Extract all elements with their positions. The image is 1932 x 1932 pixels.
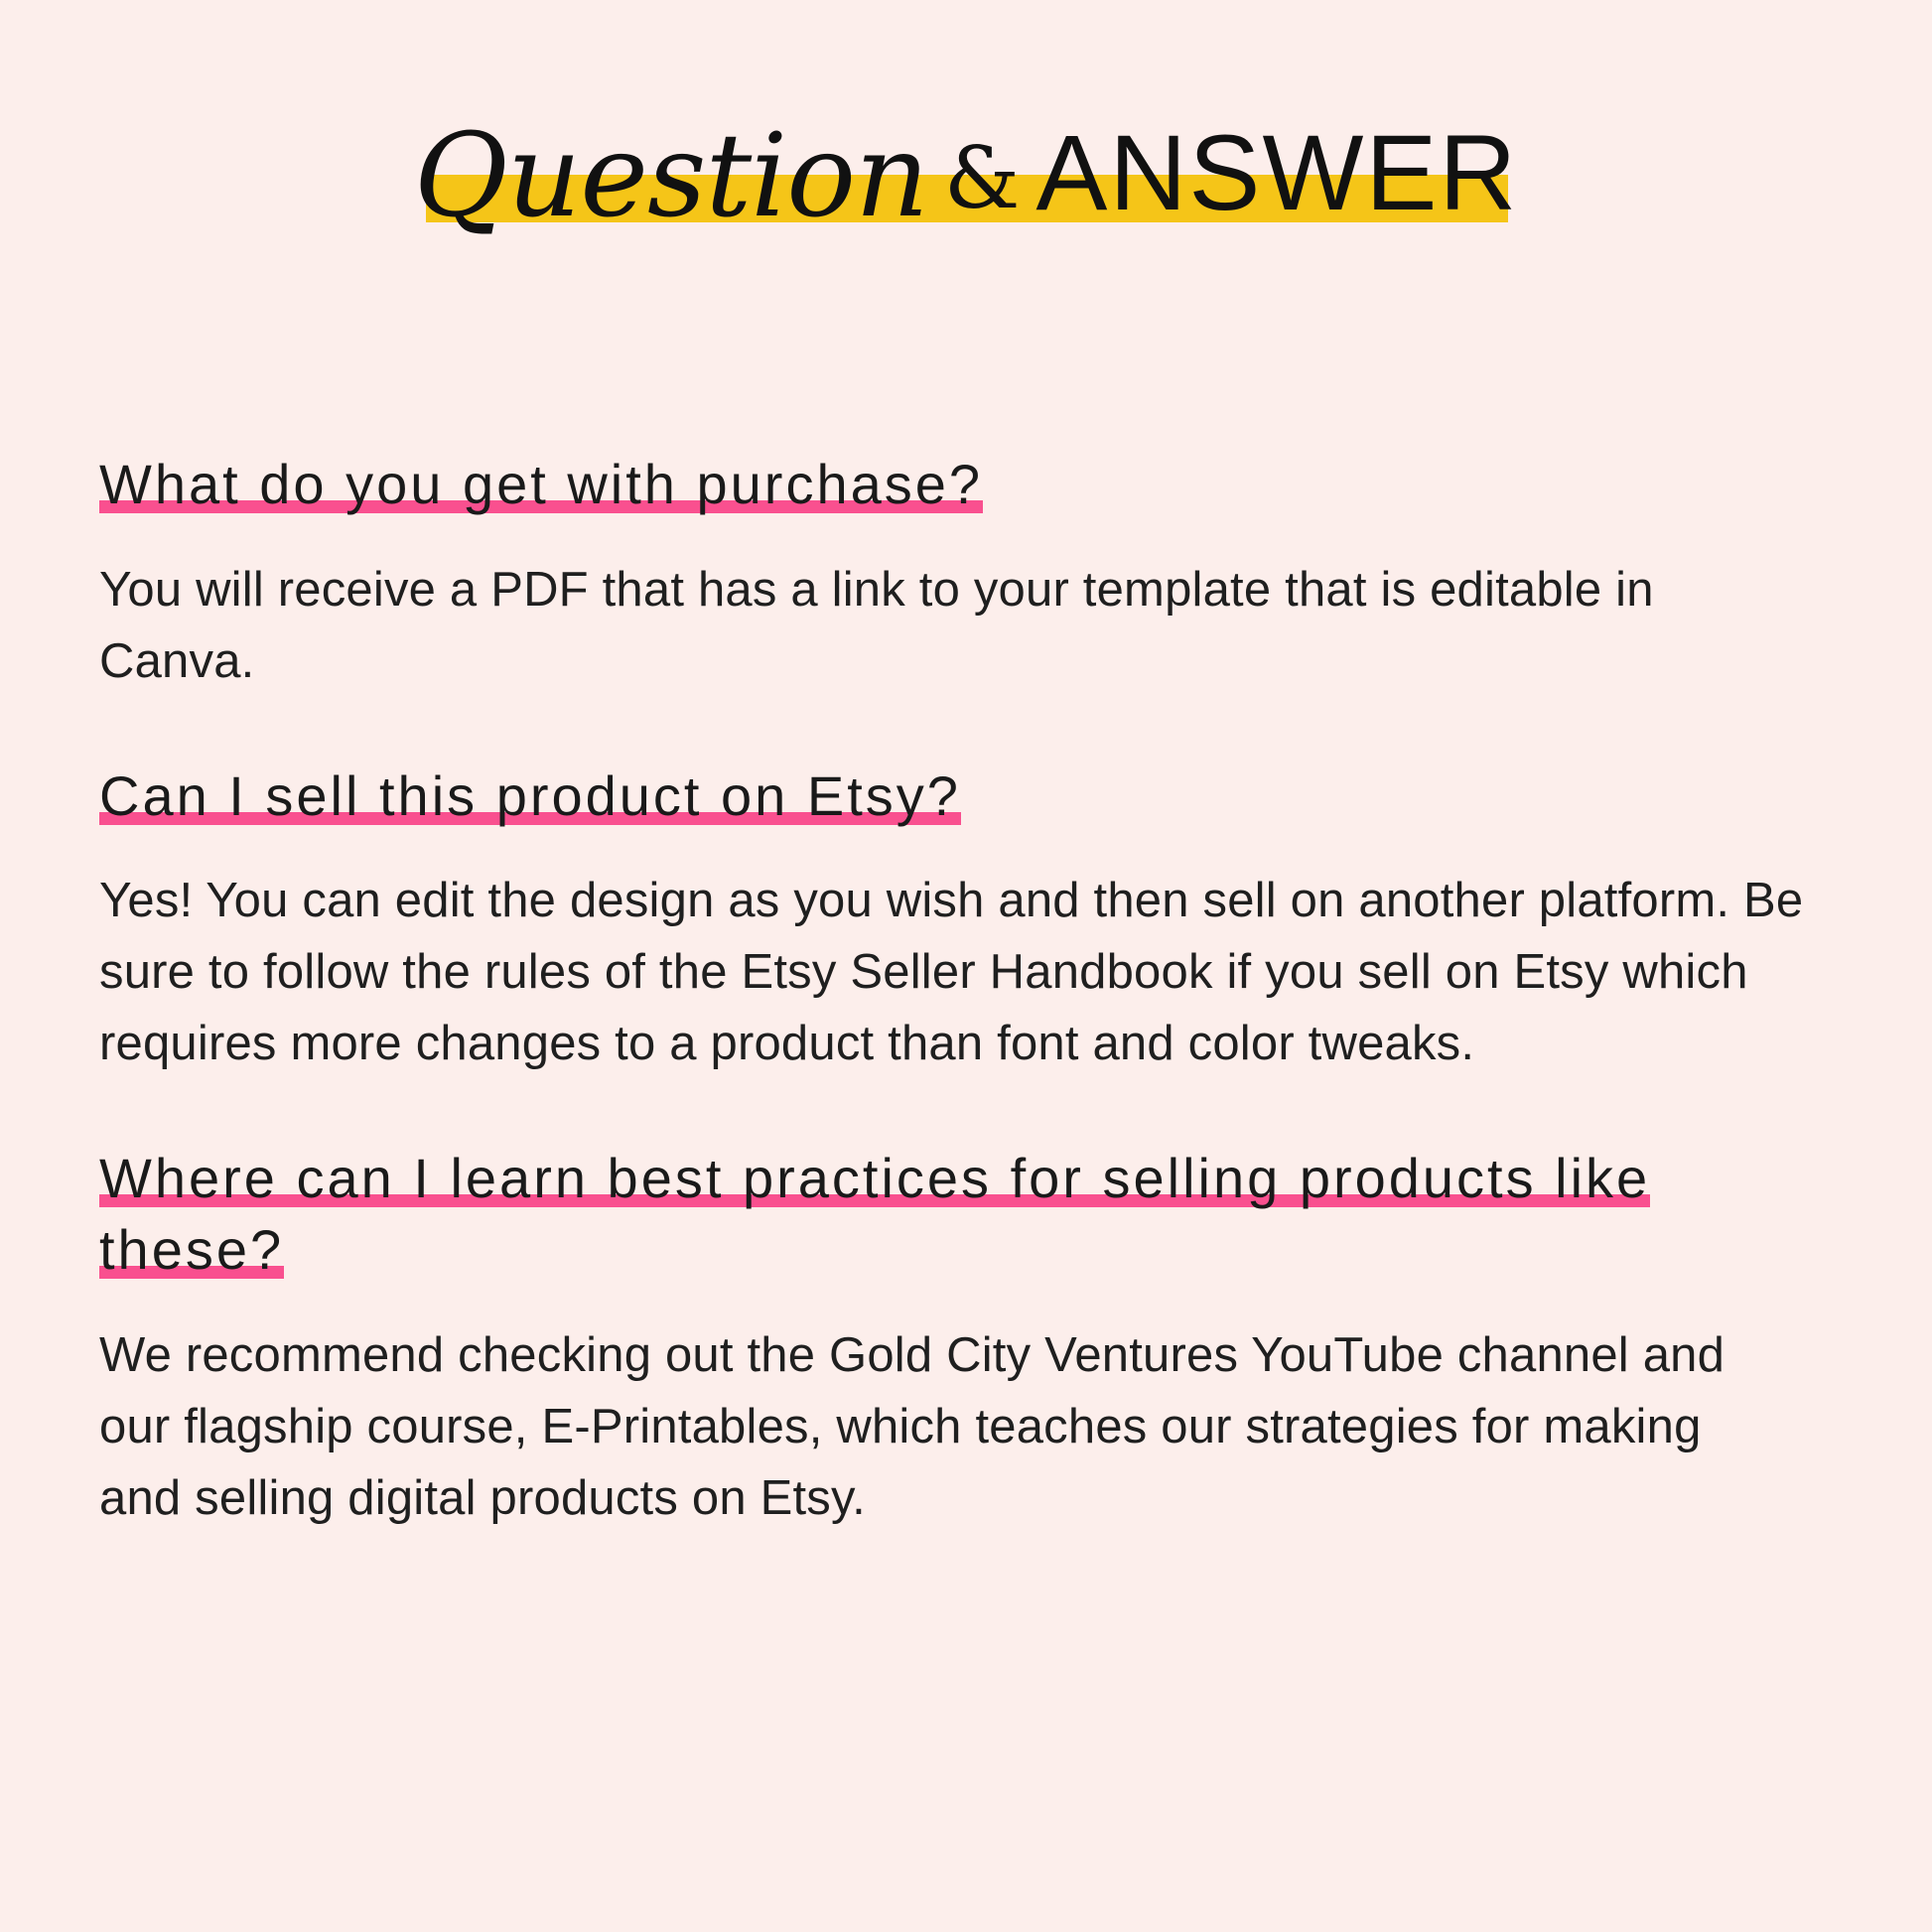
faq-answer: Yes! You can edit the design as you wish and then sell on another platform. Be sure to follow the rules of the Etsy Seller Handbook if you sell on Etsy which requires more changes to a product than font and color tweaks. <box>99 874 1804 1071</box>
faq-list <box>99 449 1833 1597</box>
title-inner <box>413 109 1519 243</box>
faq-question: Can I sell this product on Etsy? <box>99 763 961 827</box>
faq-item <box>99 1143 1833 1533</box>
faq-item <box>99 449 1833 697</box>
title-text <box>413 109 1519 243</box>
faq-question-wrap <box>99 449 1833 520</box>
faq-question-wrap <box>99 1143 1833 1285</box>
faq-answer: We recommend checking out the Gold City Ventures YouTube channel and our flagship course, E-Printables, which teaches our strategies for making and selling digital products on Etsy. <box>99 1327 1725 1525</box>
faq-question: What do you get with purchase? <box>99 453 984 515</box>
title-script-word: Question <box>413 109 928 243</box>
faq-question-wrap <box>99 760 1833 832</box>
title-caps-word: ANSWER <box>1035 112 1519 232</box>
page-title <box>0 0 1932 243</box>
title-ampersand: & <box>943 129 1021 228</box>
faq-question: Where can I learn best practices for selling products like these? <box>99 1147 1651 1282</box>
faq-answer: You will receive a PDF that has a link to your template that is editable in Canva. <box>99 562 1654 688</box>
faq-item <box>99 760 1833 1080</box>
